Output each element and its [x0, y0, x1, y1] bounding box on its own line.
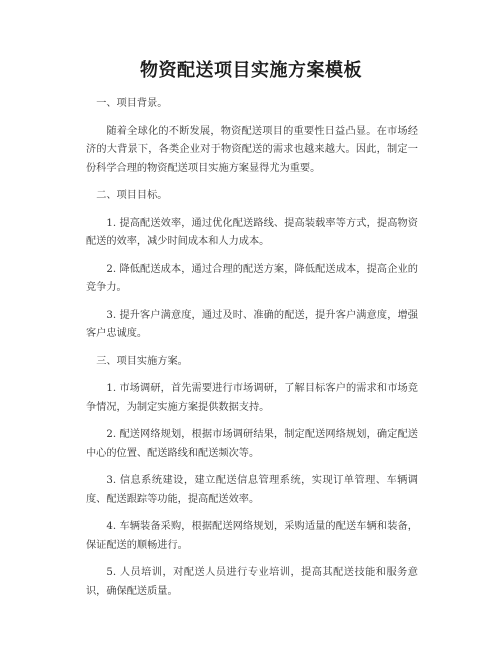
plan-item-2: 2. 配送网络规划，根据市场调研结果，制定配送网络规划，确定配送中心的位置、配送路线和配送频次等。	[86, 429, 418, 459]
goal-item-2: 2. 降低配送成本，通过合理的配送方案，降低配送成本，提高企业的竞争力。	[86, 263, 418, 293]
goal-item-3: 3. 提升客户满意度，通过及时、准确的配送，提升客户满意度，增强客户忠诚度。	[86, 309, 418, 339]
plan-item-4: 4. 车辆装备采购，根据配送网络规划，采购适量的配送车辆和装备，保证配送的顺畅进行。	[86, 521, 418, 551]
section-heading-background: 一、项目背景。	[96, 98, 168, 109]
plan-item-1: 1. 市场调研，首先需要进行市场调研，了解目标客户的需求和市场竞争情况，为制定实施方案提供数据支持。	[86, 383, 418, 413]
paragraph-background: 随着全球化的不断发展，物资配送项目的重要性日益凸显。在市场经济的大背景下，各类企业对于物资配送的需求也越来越大。因此，制定一份科学合理的物资配送项目实施方案显得尤为重要。	[86, 125, 418, 174]
section-heading-goals: 二、项目目标。	[96, 190, 168, 201]
goal-item-1: 1. 提高配送效率，通过优化配送路线、提高装载率等方式，提高物资配送的效率，减少时间成本和人力成本。	[86, 217, 418, 247]
document-title: 物资配送项目实施方案模板	[140, 60, 362, 81]
plan-item-5: 5. 人员培训，对配送人员进行专业培训，提高其配送技能和服务意识，确保配送质量。	[86, 567, 418, 597]
section-heading-plan: 三、项目实施方案。	[96, 355, 188, 367]
document-body	[86, 95, 418, 610]
plan-item-3: 3. 信息系统建设，建立配送信息管理系统，实现订单管理、车辆调度、配送跟踪等功能，提高配送效率。	[86, 475, 418, 505]
